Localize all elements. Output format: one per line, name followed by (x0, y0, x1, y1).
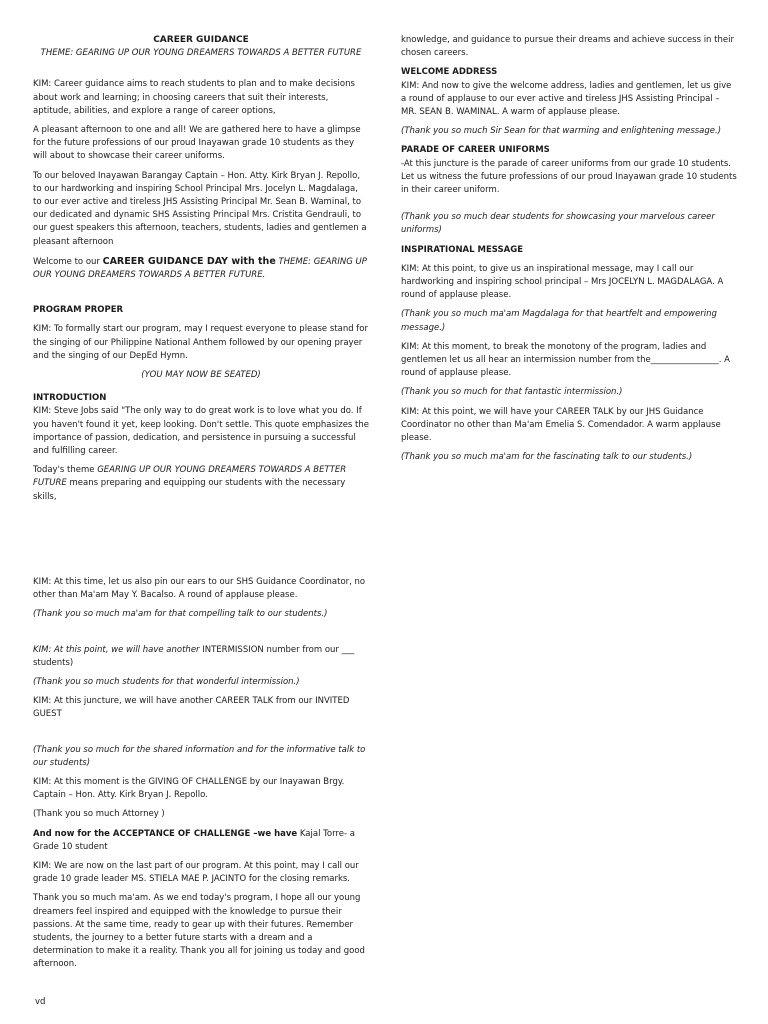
thanks-sir-sean: (Thank you so much Sir Sean for that warming and enlightening message.) (401, 126, 722, 137)
thanks-magdalaga: (Thank you so much ma'am Magdalaga for that heartfelt and empowering message.) (401, 309, 717, 333)
thanks-fascinating-talk: (Thank you so much ma'am for the fascinating talk to our students.) (401, 452, 693, 463)
welcome-event-name: CAREER GUIDANCE DAY with the (102, 255, 276, 267)
thanks-shared-info: (Thank you so much for the shared information and for the informative talk to our students) (33, 744, 366, 768)
note-seated: (YOU MAY NOW BE SEATED) (141, 370, 261, 381)
intermission-lead: KIM: At this point, we will have another (33, 644, 200, 655)
paragraph-intermission-1: KIM: At this moment, to break the monotony of the program, ladies and gentlemen let us all hear an intermission number from the________________. A round of applause please. (401, 341, 730, 379)
doc-theme: THEME: GEARING UP OUR YOUNG DREAMERS TOWARDS A BETTER FUTURE (40, 48, 362, 59)
acceptance-lead: And now for the ACCEPTANCE OF CHALLENGE –we have (33, 828, 298, 839)
thanks-parade: (Thank you so much dear students for showcasing your marvelous career uniforms) (401, 212, 715, 236)
theme-text-c: means preparing and equipping our students with the necessary skills, (33, 478, 346, 502)
paragraph-career-talk-jhs: KIM: At this point, we will have your CAREER TALK by our JHS Guidance Coordinator no other than Ma'am Emelia S. Comendador. A warm applause please. (401, 406, 721, 444)
paragraph-closing-remarks: Thank you so much ma'am. As we end today's program, I hope all our young dreamers feel inspired and equipped with the knowledge to pursue their passions. At the same time, ready to gear up with their futures. Remember students, the journey to a better future starts with a dream and a determination to make it a reality. Thank you all for joining us today and good afternoon. (33, 893, 365, 970)
acceptance-rest: Kajal Torre- a Grade 10 student (33, 828, 355, 852)
right-column (401, 34, 737, 470)
paragraph-closing-call: KIM: We are now on the last part of our program. At this point, may I call our grade 10 grade leader MS. STIELA MAE P. JACINTO for the closing remarks. (33, 861, 359, 885)
welcome-theme: THEME: GEARING UP OUR YOUNG DREAMERS TOWARDS A BETTER FUTURE. (33, 256, 367, 281)
thanks-intermission: (Thank you so much students for that wonderful intermission.) (33, 677, 300, 688)
paragraph-intermission-2 (33, 644, 369, 670)
paragraph-intro-kim: KIM: Career guidance aims to reach students to plan and to make decisions about work and learning; in choosing careers that suit their interests, aptitude, abilities, and explore a range of career options, (33, 79, 355, 116)
heading-inspirational: INSPIRATIONAL MESSAGE (401, 244, 523, 255)
paragraph-giving-challenge: KIM: At this moment is the GIVING OF CHALLENGE by our Inayawan Brgy. Captain – Hon. Atty. Kirk Bryan J. Repollo. (33, 777, 345, 801)
paragraph-welcome (33, 255, 369, 282)
welcome-text: Welcome to our (33, 256, 103, 267)
theme-text-a: Today's theme (33, 465, 98, 476)
paragraph-invited-guest: KIM: At this juncture, we will have another CAREER TALK from our INVITED GUEST (33, 696, 350, 720)
doc-title: CAREER GUIDANCE (153, 35, 249, 45)
heading-program-proper: PROGRAM PROPER (33, 305, 124, 316)
left-column (33, 34, 369, 510)
paragraph-greeting: A pleasant afternoon to one and all! We are gathered here to have a glimpse for the future professions of our proud Inayawan grade 10 students as they will about to showcase their career uniforms. (33, 125, 361, 162)
paragraph-parade: -At this juncture is the parade of career uniforms from our grade 10 students. Let us witness the future professions of our proud Inayawan grade 10 students in their career uniform. (401, 158, 737, 196)
left-column-lower (33, 576, 369, 978)
heading-introduction: INTRODUCTION (33, 393, 107, 404)
paragraph-acknowledgement: To our beloved Inayawan Barangay Captain – Hon. Atty. Kirk Bryan J. Repollo, to our hardworking and inspiring School Principal Mrs. Jocelyn L. Magdalaga, to our ever active and tireless JHS Assisting Principal Mr. Sean B. Waminal, to our dedicated and dynamic SHS Assisting Principal Mrs. Cristita Gendrauli, to our guest speakers this afternoon, teachers, students, ladies and gentlemen a pleasant afternoon (33, 170, 367, 247)
thanks-compelling-talk: (Thank you so much ma'am for that compelling talk to our students.) (33, 609, 328, 620)
paragraph-inspirational: KIM: At this point, to give us an inspirational message, may I call our hardworking and inspiring school principal – Mrs JOCELYN L. MAGDALAGA. A round of applause please. (401, 263, 724, 301)
thanks-attorney: (Thank you so much Attorney ) (33, 809, 165, 820)
heading-parade: PARADE OF CAREER UNIFORMS (401, 145, 550, 156)
paragraph-welcome-address: KIM: And now to give the welcome address, ladies and gentlemen, let us give a round of applause to our ever active and tireless JHS Assisting Principal – MR. SEAN B. WAMINAL. A warm of applause please. (401, 80, 732, 118)
intermission-rest: INTERMISSION number from our ___ students) (33, 644, 355, 668)
paragraph-acceptance-challenge (33, 828, 369, 854)
footer-initials: vd (35, 997, 46, 1007)
paragraph-todays-theme (33, 464, 369, 504)
heading-welcome-address: WELCOME ADDRESS (401, 67, 498, 78)
paragraph-national-anthem: KIM: To formally start our program, may I request everyone to please stand for the singing of our Philippine National Anthem followed by our opening prayer and the singing of our DepEd Hymn. (33, 324, 368, 361)
thanks-fantastic-intermission: (Thank you so much for that fantastic intermission.) (401, 387, 623, 398)
paragraph-steve-jobs: KIM: Steve Jobs said "The only way to do great work is to love what you do. If you haven't found it yet, keep looking. Don't settle. This quote emphasizes the importance of passion, dedication, and persistence in pursuing a successful and fulfilling career. (33, 406, 370, 457)
theme-text-b: GEARING UP OUR YOUNG DREAMERS TOWARDS A BETTER FUTURE (33, 465, 347, 489)
paragraph-shs-coordinator: KIM: At this time, let us also pin our ears to our SHS Guidance Coordinator, no other than Ma'am May Y. Bacalso. A round of applause please. (33, 577, 366, 601)
paragraph-continuation: knowledge, and guidance to pursue their dreams and achieve success in their chosen careers. (401, 35, 734, 59)
